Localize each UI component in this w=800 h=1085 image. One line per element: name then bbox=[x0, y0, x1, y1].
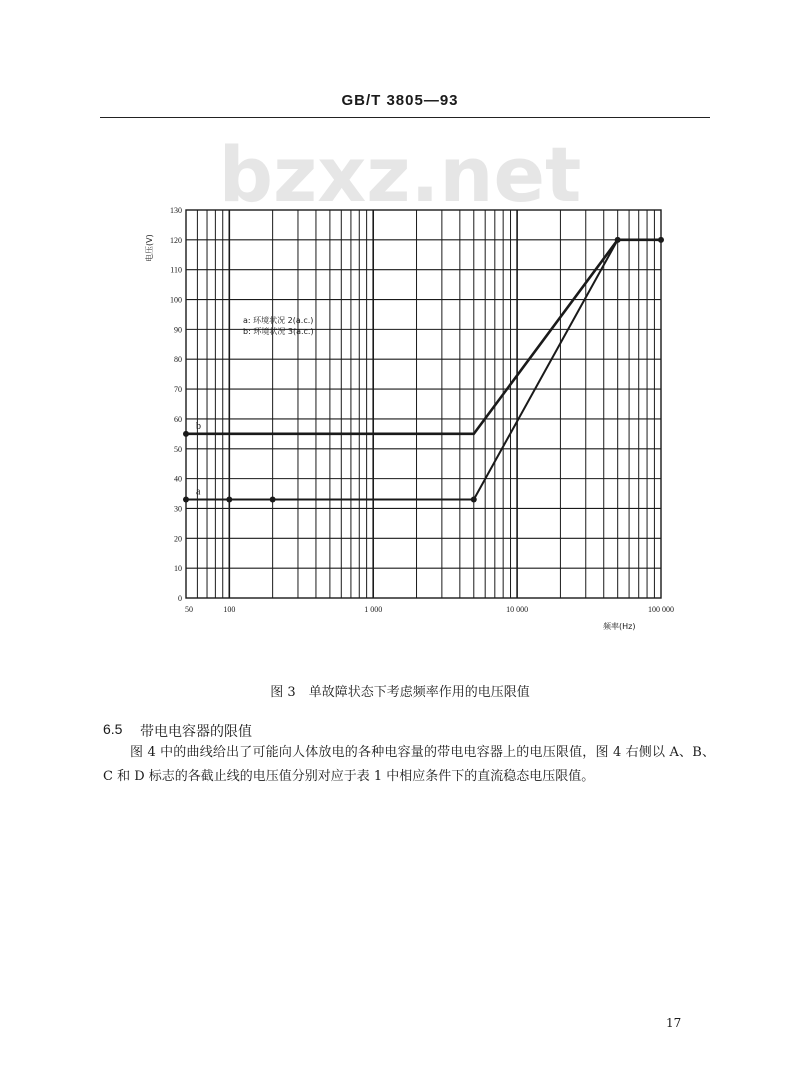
y-tick-label: 100 bbox=[170, 295, 182, 305]
y-tick-label: 120 bbox=[170, 235, 182, 245]
series-point-a bbox=[226, 497, 232, 503]
y-tick-label: 90 bbox=[174, 325, 182, 335]
y-tick-label: 40 bbox=[174, 474, 182, 484]
section-number: 6.5 bbox=[103, 721, 123, 737]
page-number: 17 bbox=[666, 1016, 682, 1030]
y-tick-label: 130 bbox=[170, 206, 182, 215]
x-tick-label: 50 bbox=[185, 605, 193, 614]
x-tick-label: 10 000 bbox=[506, 605, 529, 614]
series-label-a: a bbox=[196, 486, 201, 498]
section-title: 带电电容器的限值 bbox=[140, 724, 252, 740]
y-tick-label: 80 bbox=[174, 355, 182, 365]
y-tick-label: 70 bbox=[174, 385, 182, 395]
series-point-a bbox=[270, 497, 276, 503]
legend-entry: b: 环境状况 3(a.c.) bbox=[243, 327, 314, 336]
standard-code: GB/T 3805—93 bbox=[341, 92, 459, 109]
y-axis-label: 电压(V) bbox=[145, 234, 154, 262]
plot-frame bbox=[186, 210, 661, 598]
x-axis-label: 频率(Hz) bbox=[603, 622, 636, 631]
section-paragraph: 图 4 中的曲线给出了可能向人体放电的各种电容量的带电电容器上的电压限值，图 4 右侧以 A、B、C 和 D 标志的各截止线的电压值分别对应于表 1 中相应条件下的直流稳态电压限值。 bbox=[103, 745, 715, 784]
y-tick-label: 50 bbox=[174, 444, 182, 454]
y-tick-label: 20 bbox=[174, 534, 182, 544]
legend-entry: a: 环境状况 2(a.c.) bbox=[243, 316, 314, 325]
watermark: bzxz.net bbox=[218, 130, 582, 219]
y-tick-label: 110 bbox=[170, 265, 182, 275]
series-point-b bbox=[183, 431, 189, 437]
series-label-b: b bbox=[196, 420, 201, 432]
y-tick-label: 60 bbox=[174, 414, 182, 424]
series-point-a bbox=[183, 497, 189, 503]
x-tick-label: 1 000 bbox=[364, 605, 383, 614]
y-tick-label: 30 bbox=[174, 504, 182, 514]
y-tick-label: 0 bbox=[178, 594, 182, 603]
x-tick-label: 100 bbox=[223, 605, 236, 614]
y-tick-label: 10 bbox=[174, 564, 182, 574]
figure-caption: 图 3 单故障状态下考虑频率作用的电压限值 bbox=[270, 685, 530, 700]
series-point-a bbox=[471, 497, 477, 503]
x-tick-label: 100 000 bbox=[648, 605, 674, 614]
series-line-b bbox=[186, 240, 661, 434]
